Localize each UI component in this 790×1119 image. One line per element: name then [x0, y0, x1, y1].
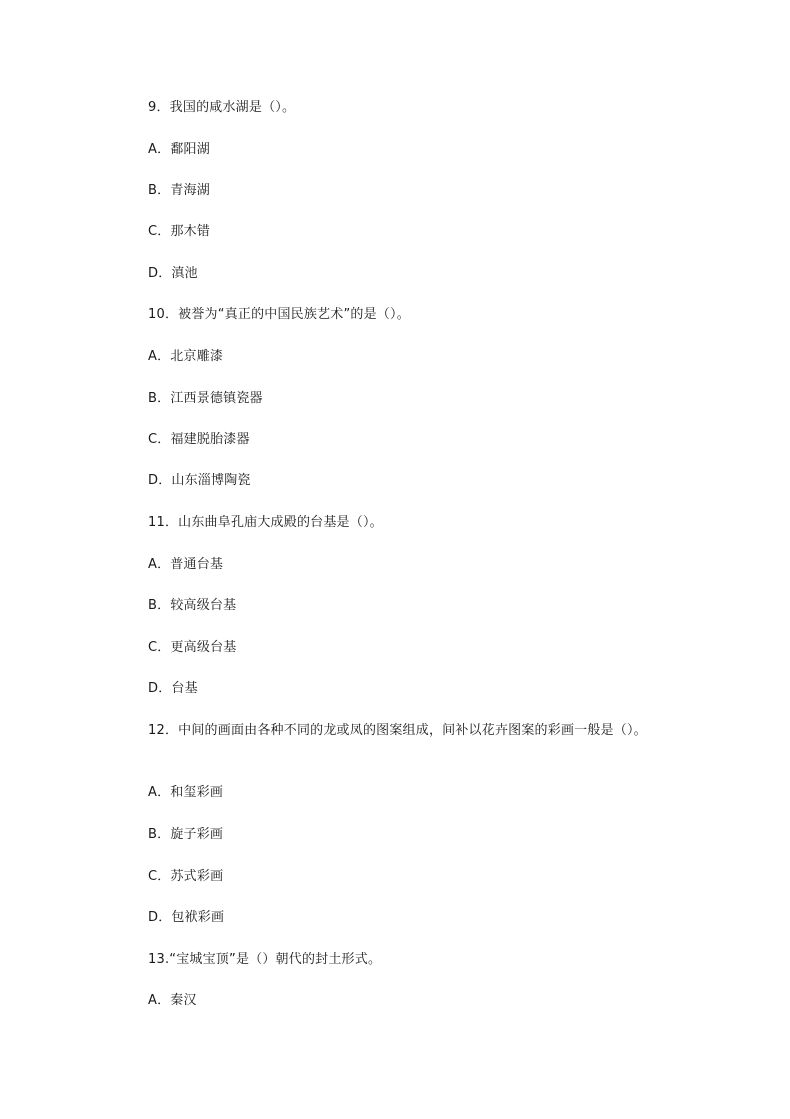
option-b: B．江西景德镇瓷器 [148, 391, 263, 406]
option-c: C．苏式彩画 [148, 869, 224, 884]
option-d: D．滇池 [148, 266, 198, 281]
option-d: D．包袱彩画 [148, 910, 225, 925]
question-stem: 13.“宝城宝顶”是（）朝代的封土形式。 [148, 952, 382, 967]
option-a: A．普通台基 [148, 557, 224, 572]
option-b: B．青海湖 [148, 183, 210, 198]
option-d: D．山东淄博陶瓷 [148, 473, 251, 488]
option-c: C．福建脱胎漆器 [148, 432, 250, 447]
option-a: A．和玺彩画 [148, 785, 224, 800]
option-a: A．秦汉 [148, 993, 197, 1008]
question-stem: 10．被誉为“真正的中国民族艺术”的是（）。 [148, 307, 410, 322]
option-b: B．旋子彩画 [148, 827, 224, 842]
option-c: C．那木错 [148, 224, 211, 239]
option-c: C．更高级台基 [148, 640, 237, 655]
question-stem: 11．山东曲阜孔庙大成殿的台基是（）。 [148, 515, 383, 530]
question-stem: 9．我国的咸水湖是（）。 [148, 100, 296, 115]
question-stem: 12．中间的画面由各种不同的龙或凤的图案组成，间补以花卉图案的彩画一般是（）。 [148, 723, 647, 738]
option-a: A．鄱阳湖 [148, 142, 210, 157]
option-a: A．北京雕漆 [148, 349, 224, 364]
option-b: B．较高级台基 [148, 598, 237, 613]
option-d: D．台基 [148, 681, 198, 696]
